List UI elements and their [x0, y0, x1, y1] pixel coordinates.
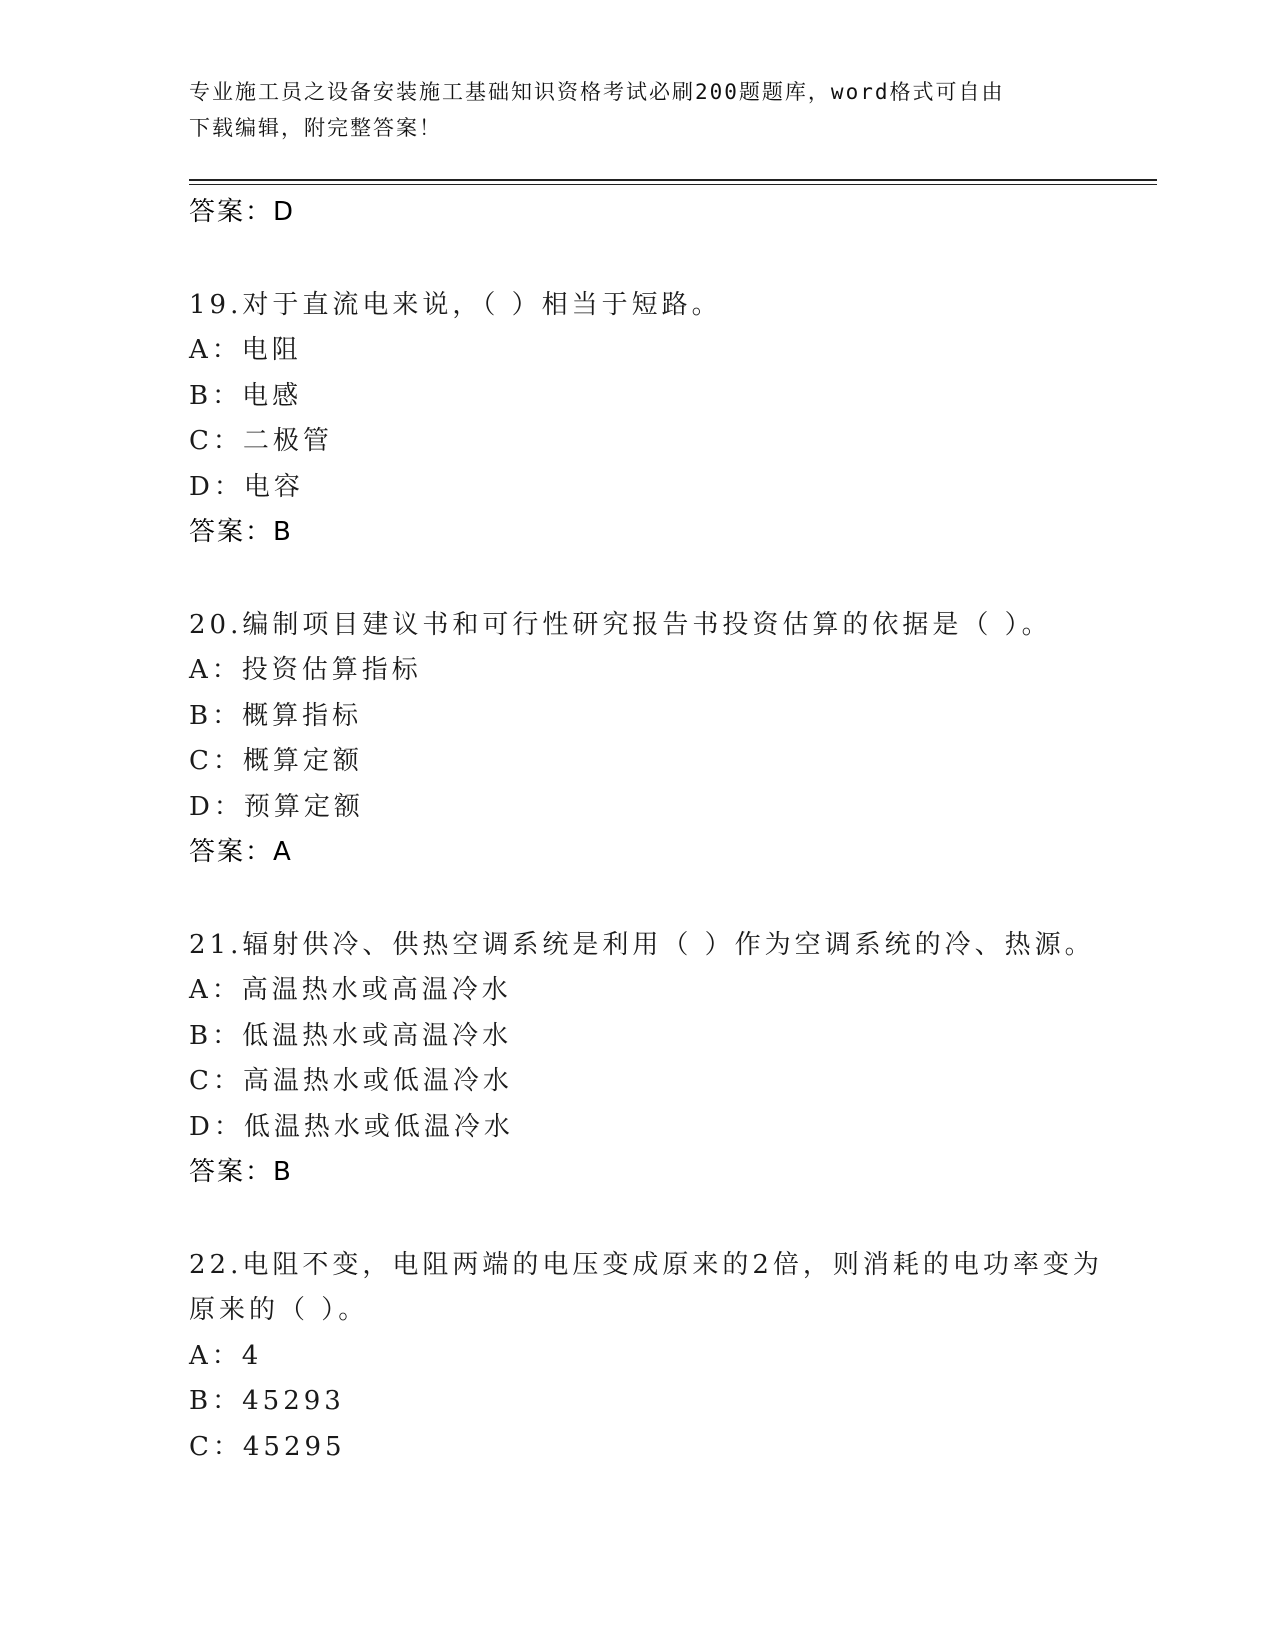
spacer	[189, 236, 1089, 283]
option-b: B：概算指标	[189, 700, 363, 731]
option-c: C：二极管	[189, 426, 333, 456]
option-a: A：4	[189, 1340, 263, 1371]
option-c: C：概算定额	[189, 746, 363, 776]
question-stem-line-1: 22.电阻不变，电阻两端的电压变成原来的2倍，则消耗的电功率变为	[189, 1249, 1103, 1280]
spacer	[189, 876, 1089, 923]
question-stem: 21.辐射供冷、供热空调系统是利用（ ）作为空调系统的冷、热源。	[189, 929, 1095, 960]
option-b: B：低温热水或高温冷水	[189, 1020, 513, 1051]
header-divider	[189, 179, 1157, 181]
option-a: A：电阻	[189, 335, 302, 365]
option-a: A：投资估算指标	[189, 655, 422, 685]
question-stem: 19.对于直流电来说，（ ）相当于短路。	[189, 289, 722, 320]
header-divider-thin	[189, 184, 1157, 185]
answer-line: 答案：D	[189, 197, 296, 227]
header-line-2: 下载编辑，附完整答案！	[189, 116, 442, 140]
option-b: B：电感	[189, 380, 303, 411]
answer-line: 答案：A	[189, 837, 293, 867]
option-d: D：预算定额	[189, 791, 364, 822]
question-content	[189, 190, 1103, 1470]
question-21	[189, 923, 1095, 1196]
question-19	[189, 283, 1089, 556]
question-stem: 20.编制项目建议书和可行性研究报告书投资估算的依据是（ ）。	[189, 609, 1052, 640]
answer-line: 答案：B	[189, 1157, 293, 1187]
header-line-1: 专业施工员之设备安装施工基础知识资格考试必刷200题题库，word格式可自由	[189, 80, 1005, 104]
option-d: D：低温热水或低温冷水	[189, 1111, 514, 1142]
question-20	[189, 603, 1089, 876]
document-header	[189, 74, 1089, 146]
option-b: B：45293	[189, 1386, 345, 1416]
option-c: C：高温热水或低温冷水	[189, 1066, 513, 1096]
question-22	[189, 1243, 1103, 1471]
option-a: A：高温热水或高温冷水	[189, 975, 512, 1005]
option-c: C：45295	[189, 1431, 346, 1462]
answer-line: 答案：B	[189, 517, 293, 547]
question-stem-line-2: 原来的（ ）。	[189, 1295, 369, 1325]
option-d: D：电容	[189, 471, 304, 502]
spacer	[189, 556, 1089, 603]
spacer	[189, 1196, 1089, 1243]
